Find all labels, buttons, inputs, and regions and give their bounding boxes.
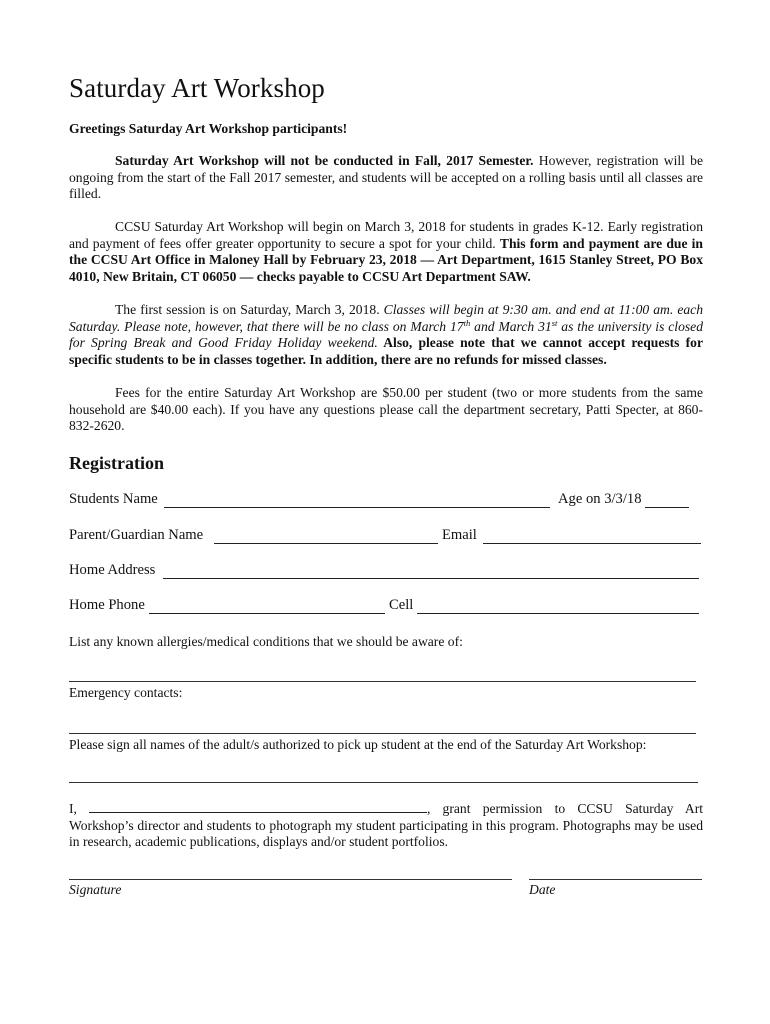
paragraph-fall-notice: [69, 153, 703, 203]
home-address-label: Home Address: [69, 562, 156, 578]
phone-row: [69, 597, 703, 615]
paragraph-fees: [69, 385, 703, 435]
cell-field[interactable]: [417, 613, 699, 614]
allergies-field[interactable]: [69, 681, 696, 682]
paragraph-session-info: [69, 302, 703, 368]
parent-row: [69, 527, 703, 545]
fall-notice-bold: Saturday Art Workshop will not be conducted in Fall, 2017 Semester.: [115, 153, 534, 168]
start-date-text: CCSU Saturday Art Workshop will begin on March 3, 2018 for students in grades K-12. Early registration and payment of fees offer greater opportunity to secure a spot for your child.: [69, 219, 703, 251]
age-field[interactable]: [645, 507, 689, 508]
session-italic-3: as the university is closed for Spring Break and Good Friday Holiday weekend.: [69, 318, 703, 350]
registration-heading: Registration: [69, 453, 164, 473]
photo-permission: [69, 800, 703, 851]
due-date-bold: This form and payment are due in the CCSU Art Office in Maloney Hall by February 23, 2018 — Art Department, 1615 Stanley Street, PO Box 4010, New Britain, CT 06050 — checks payable to CCSU Art Department SAW.: [69, 235, 703, 284]
fees-text: Fees for the entire Saturday Art Workshop are $50.00 per student (two or more students from the same household are $40.00 each). If you have any questions please call the department secretary, Patti Specter, at 860-832-2620.: [69, 385, 703, 433]
paragraph-start-date: [69, 219, 703, 285]
emergency-field[interactable]: [69, 733, 696, 734]
signature-field[interactable]: [69, 879, 512, 880]
students-name-field[interactable]: [164, 507, 550, 508]
session-italic-1: Classes will begin at 9:30 am. and end at 11:00 am. each Saturday. Please note, however, that there will be no class on March 17: [69, 302, 703, 334]
home-phone-field[interactable]: [149, 613, 385, 614]
email-field[interactable]: [483, 543, 701, 544]
pickup-label: Please sign all names of the adult/s authorized to pick up student at the end of the Saturday Art Workshop:: [69, 737, 647, 752]
permission-name-field[interactable]: [89, 800, 427, 813]
emergency-label: Emergency contacts:: [69, 685, 183, 700]
age-label: Age on 3/3/18: [558, 491, 642, 507]
cell-label: Cell: [389, 597, 414, 613]
session-italic-2: and March 31: [470, 318, 552, 334]
parent-name-label: Parent/Guardian Name: [69, 527, 204, 543]
date-label: Date: [529, 882, 556, 897]
home-address-field[interactable]: [163, 578, 699, 579]
fall-notice-text: However, registration will be ongoing from the start of the Fall 2017 semester, and students will be accepted on a rolling basis until all classes are filled.: [69, 153, 704, 201]
page-title: Saturday Art Workshop: [69, 73, 325, 103]
session-sup-2: st: [551, 317, 558, 328]
session-sup-1: th: [463, 317, 471, 328]
greeting: Greetings Saturday Art Workshop participants!: [69, 121, 348, 136]
address-row: [69, 562, 703, 580]
signature-label: Signature: [69, 882, 122, 897]
students-name-label: Students Name: [69, 491, 158, 507]
date-field[interactable]: [529, 879, 702, 880]
home-phone-label: Home Phone: [69, 597, 145, 613]
email-label: Email: [442, 527, 477, 543]
pickup-field[interactable]: [69, 782, 698, 783]
permission-text: , grant permission to CCSU Saturday Art Workshop’s director and students to photograph my student participating in this program. Photographs may be used in research, academic publications, displays and/or student portfolios.: [69, 801, 703, 849]
permission-prefix: I,: [69, 801, 77, 816]
parent-name-field[interactable]: [214, 543, 438, 544]
allergies-label: List any known allergies/medical conditions that we should be aware of:: [69, 634, 463, 649]
session-bold: Also, please note that we cannot accept requests for specific students to be in classes together. In addition, there are no refunds for missed classes.: [69, 335, 703, 367]
students-name-row: [69, 491, 703, 509]
session-text: The first session is on Saturday, March 3, 2018.: [115, 302, 384, 317]
